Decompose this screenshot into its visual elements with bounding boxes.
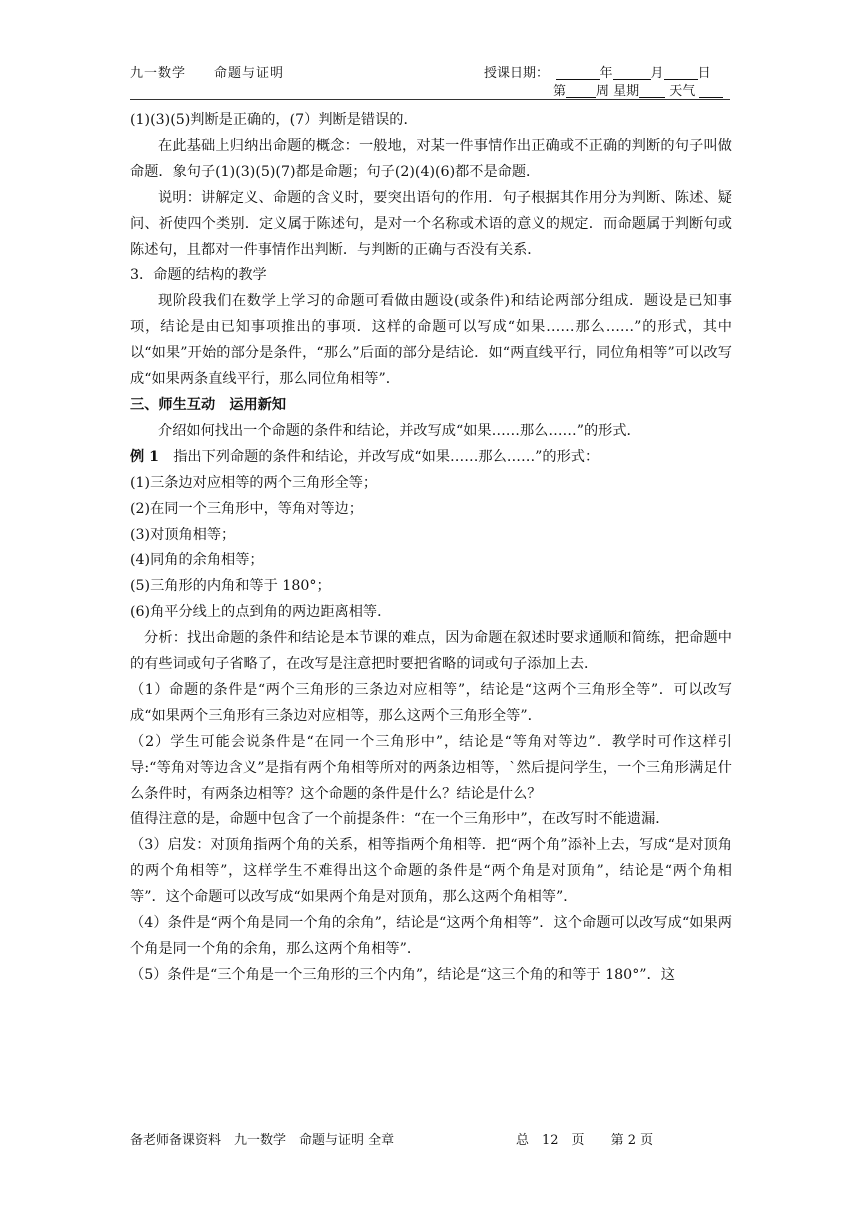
note-paragraph: 值得注意的是，命题中包含了一个前提条件：“在一个三角形中”，在改写时不能遗漏． [130,811,670,828]
header-day: 日 [697,66,711,81]
heading-structure: 3．命题的结构的教学 [130,267,267,284]
day-blank [664,65,698,80]
answer-5: （5）条件是“三个角是一个三角形的三个内角”，结论是“这三个角的和等于 180°”．这 [130,966,675,983]
example-heading [130,445,732,471]
weather-blank [699,83,723,98]
paragraph-analysis: 分析：找出命题的条件和结论是本节课的难点，因为命题在叙述时要求通顺和简练，把命题中的有些词或句子省略了，在改写是注意把时要把省略的词或句子添加上去． [130,630,732,673]
answer-3: （3）启发：对顶角指两个角的关系，相等指两个角相等．把“两个角”添补上去，写成“是对顶角的两个角相等”，这样学生不难得出这个命题的条件是“两个角是对顶角”，结论是“两个角相等”．这个命题可以改写成“如果两个角是对顶角，那么这两个角相等”． [130,837,732,906]
page-footer [130,1129,730,1148]
example-label: 例 1 [130,448,159,465]
document-body [130,108,732,989]
year-blank [556,65,600,80]
list-item: (3)对顶角相等； [130,526,236,543]
answer-4: （4）条件是“两个角是同一个角的余角”，结论是“这两个角相等”．这个命题可以改写成“如果两个角是同一个角的余角，那么这两个角相等”． [130,915,732,957]
paragraph-explanation: 说明：讲解定义、命题的含义时，要突出语句的作用．句子根据其作用分为判断、陈述、疑问、祈使四个类别．定义属于陈述句，是对一个名称或术语的意义的规定．而命题属于判断句或陈述句，且都对一件事情作出判断．与判断的正确与否没有关系． [130,189,732,258]
answer-2: （2）学生可能会说条件是“在同一个三角形中”，结论是“等角对等边”．教学时可作这样引导:“等角对等边含义”是指有两个角相等所对的两条边相等，`然后提问学生，一个三角形满足什么条件时，有两条边相等？这个命题的条件是什么？结论是什么？ [130,733,732,802]
header-date [484,62,711,81]
footer-pages [516,1129,653,1148]
list-item: (1)三条边对应相等的两个三角形全等； [130,474,378,491]
section-heading: 三、师生互动 运用新知 [130,396,287,413]
header-topic: 命题与证明 [214,66,285,81]
example-text: 指出下列命题的条件和结论，并改写成“如果……那么……”的形式： [159,448,600,465]
week-blank [566,83,596,98]
paragraph-definition: 在此基础上归纳出命题的概念：一般地，对某一件事情作出正确或不正确的判断的句子叫做命题．象句子(1)(3)(5)(7)都是命题；句子(2)(4)(6)都不是命题． [130,137,732,180]
paragraph-structure: 现阶段我们在数学上学习的命题可看做由题设(或条件)和结论两部分组成．题设是已知事项，结论是由已知事项推出的事项．这样的命题可以写成“如果……那么……”的形式，其中以“如果”开始的部分是条件，“那么”后面的部分是结论．如“两直线平行，同位角相等”可以改写成“如果两条直线平行，那么同位角相等”． [130,293,732,388]
list-item: (4)同角的余角相等； [130,552,264,569]
paragraph-intro: 介绍如何找出一个命题的条件和结论，并改写成“如果……那么……”的形式． [158,422,641,439]
footer-page-number: 第 2 页 [610,1133,654,1148]
header-year: 年 [599,66,613,81]
header-date-label: 授课日期： [484,66,543,81]
header-title [130,62,284,81]
weekday-blank [639,83,665,98]
list-item: (2)在同一个三角形中，等角对等边； [130,500,363,517]
header-month: 月 [650,66,664,81]
header-week-prefix: 第 [553,84,567,99]
list-item: (6)角平分线上的点到角的两边距离相等． [130,604,392,621]
header-divider [130,99,730,100]
footer-total: 总 12 页 [516,1133,585,1148]
answer-1: （1）命题的条件是“两个三角形的三条边对应相等”，结论是“这两个三角形全等”．可以改写成“如果两个三角形有三条边对应相等，那么这两个三角形全等”． [130,681,732,724]
list-item: (5)三角形的内角和等于 180°； [130,578,331,595]
header-course: 九一数学 [130,66,187,81]
paragraph-judgement: (1)(3)(5)判断是正确的，(7）判断是错误的． [130,112,418,128]
header-week [553,80,723,99]
header-week-suffix: 周 星期 [596,84,640,99]
month-blank [613,65,651,80]
footer-left: 备老师备课资料 九一数学 命题与证明 全章 [130,1133,395,1148]
header-weather: 天气 [669,84,696,99]
